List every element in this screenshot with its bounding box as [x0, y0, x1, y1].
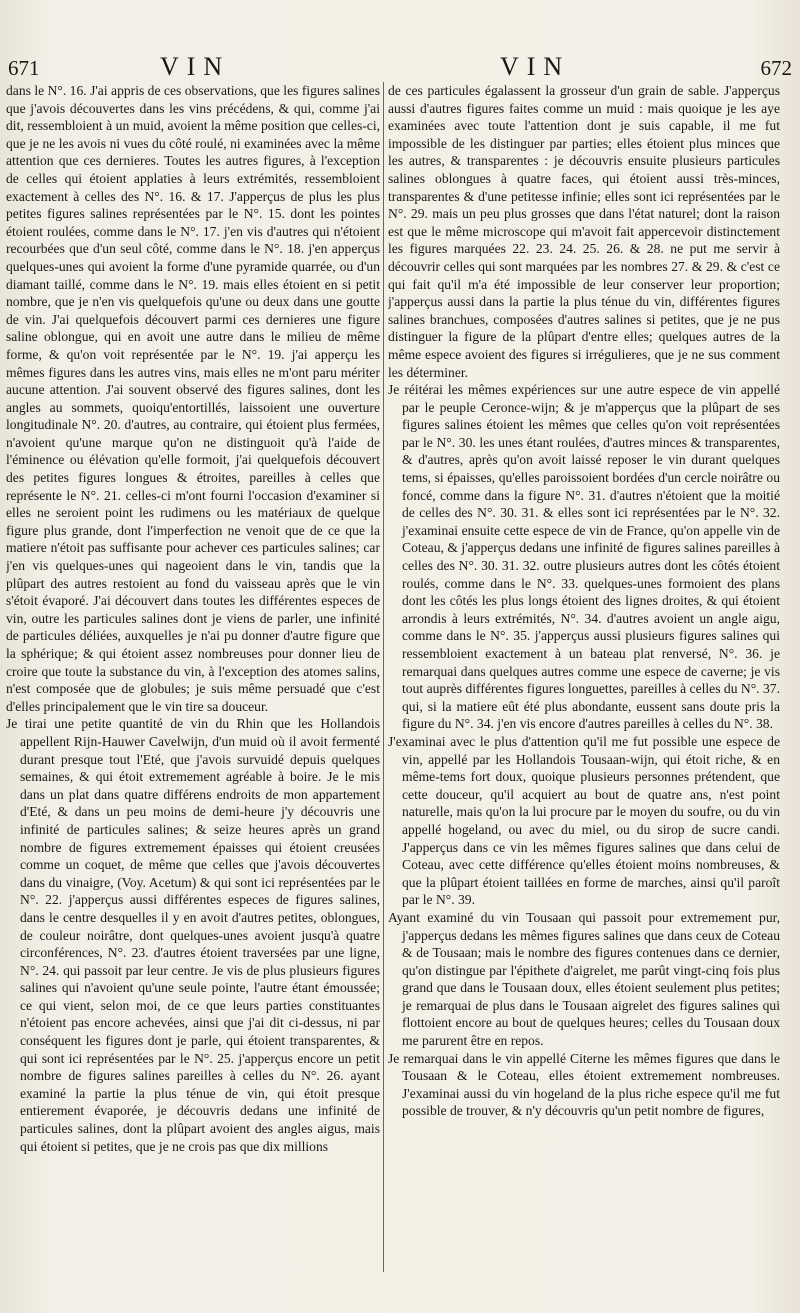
paragraph: Je remarquai dans le vin appellé Citerne les mêmes figures que dans le Tousaan & le Coteau, elles étoient extremement nombreuses. J'examinai aussi du vin hogeland de la plus riche espece qu'il me fut possible de trouver, & n'y découvris qu'un petit nombre de figures,: [388, 1050, 780, 1119]
paragraph: de ces particules égalassent la grosseur d'un grain de sable. J'apperçus aussi d'autres figures faites comme un muid : mais quoique je les aye examinées avec toute l'attention dont je suis capable, il me fut impossible de les distinguer par parties; elles étoient plus minces que les autres, & transparentes : je découvris ensuite plusieurs particules salines oblongues à quatre faces, qui étoient aussi très-minces, transparentes & d'une petitesse infinie; elles sont ici représentées par le N°. 29. mais un peu plus grosses que dans l'état naturel; dont la raison est que le même microscope qui m'avoit fait appercevoir distinctement les figures marquées 22. 23. 24. 25. 26. & 28. ne put me servir à découvrir celles qui sont marquées par les nombres 27. & 29. & c'est ce qui fait qu'il m'a été impossible de leur conserver leur proportion; j'apperçus aussi dans la partie la plus ténue du vin, différentes figures salines branchues, composées d'autres salines si petites, que je ne pus distinguer la figure de la plûpart d'entre elles; quelques autres de la même espece avoient des figures si irrégulieres, que je ne sus comment les déterminer.: [388, 83, 780, 380]
right-column: [388, 82, 780, 1294]
running-header: [0, 50, 800, 86]
right-page-number: 672: [760, 56, 792, 80]
paragraph: Je tirai une petite quantité de vin du Rhin que les Hollandois appellent Rijn-Hauwer Cavelwijn, d'un muid où il avoit fermenté durant presque tout l'Eté, que j'avois survuidé depuis quelques semaines, & qui étoit extremement agréable à boire. Je le mis dans un plat dans quatre différens endroits de mon appartement d'Eté, & dans un peu moins de demi-heure j'y découvris une infinité de particules salines; & seize heures après un grand nombre de figures extremement épaisses qui étoient creusées comme un coquet, de même que celles que j'avois découvertes dans du vinaigre, (Voy. Acetum) & qui sont ici représentées par le N°. 22. j'apperçus aussi différentes especes de figures salines, dans le centre desquelles il y en avoit d'autres petites, oblongues, de couleur noirâtre, dont quelques-unes avoient jusqu'à quatre circonférences, N°. 23. d'autres étoient traversées par une ligne, N°. 24. qui passoit par leur centre. Je vis de plus plusieurs figures salines qui n'avoient qu'une seule pointe, l'autre étant émoussée; ce qui vient, selon moi, de ce que leurs parties constituantes n'étoient pas encore achevées, ainsi que j'ai dit ci-dessus, ni par conséquent les figures dont je parle, qui étoient transparentes, & qui sont ici représentées par le N°. 25. j'apperçus encore un petit nombre de figures salines pareilles à celles du N°. 26. ayant examiné la partie la plus ténue de vin, qui étoit presque entierement évaporée, je découvris dedans une infinité de particules salines, dont la plûpart avoient des angles aigus, mais qui étoient si petites, que je ne crois pas que dix millions: [6, 716, 380, 1154]
right-running-head: VIN: [500, 52, 571, 81]
paragraph: dans le N°. 16. J'ai appris de ces observations, que les figures salines que j'avois découvertes dans les vins précédens, & qui, comme j'ai dit, ressembloient à un muid, avoient la même position que celles-ci, que je ne les avois ni vues du côté roulé, ni examinées avec la même attention que ces dernieres. Toutes les autres figures, à l'exception de celles qui étoient applaties à leurs extrémités, ressembloient exactement à celles des N°. 16. & 17. J'apperçus de plus les plus petites figures salines représentées par le N°. 15. dont les pointes étoient roulées, comme dans le N°. 17. j'en vis d'autres qui n'étoient recourbées que d'un seul côté, comme dans le N°. 18. j'en apperçus quelques-unes qui avoient la forme d'une pyramide quarrée, ou d'un diamant taillé, comme dans le N°. 19. mais elles étoient en si petit nombre, que je n'en vis quelquefois qu'une ou deux dans une goutte de vin. J'ai quelquefois découvert parmi ces dernieres une figure saline oblongue, qui en avoit une autre dans le milieu de même forme, & qu'on voit représentée par le N°. 19. j'ai apperçu les mêmes figures dans les autres vins, mais elles ne m'ont paru mériter aucune attention. J'ai souvent observé des figures salines, dont les angles au sommets, quoiqu'entortillés, laissoient une ouverture longitudinale N°. 20. d'autres, au contraire, qui étoient plus fermées, n'avoient qu'une marque qu'on ne distinguoit qu'à l'aide de l'éminence ou élévation qu'elle formoit, j'ai quelquefois découvert des petites figures longues & étroites, pareilles à celles que représente le N°. 21. celles-ci m'ont fourni l'occasion d'examiner si elles ne seroient point les rudimens ou les matériaux de quelque figure plus grande, dont l'imperfection ne venoit que de ce que la matiere n'étoit pas suffisante pour achever ces particules salines; car j'en vis quelques-unes qui nageoient dans le vin, tandis que la plûpart des autres restoient au fond du vaisseau après que le vin s'étoit évaporé. J'ai découvert dans toutes les différentes especes de vin, outre les particules salines dont je viens de parler, une infinité de particules déliées, auxquelles je n'ai pu donner d'autre figure que la sphérique; & qui étoient assez nombreuses pour donner lieu de croire que toute la substance du vin, à l'exception des atomes salins, n'est composée que de globules; je suis même persuadé que c'est d'elles principalement que le vin tire sa douceur.: [6, 83, 380, 714]
paragraph: Ayant examiné du vin Tousaan qui passoit pour extremement pur, j'apperçus dedans les mêmes figures salines que dans ceux de Coteau & de Tousaan; mais le nombre des figures contenues dans ce dernier, qu'on distingue par l'épithete d'aigrelet, me parût vingt-cinq fois plus grand que dans le Tousaan doux, elles étoient seulement plus petites; je remarquai de plus dans le Tousaan aigrelet des figures salines qui flottoient encore au bout de quelques heures; celles du Tousaan doux me parurent être en repos.: [388, 909, 780, 1049]
left-running-head: VIN: [160, 52, 231, 81]
left-page-number: 671: [8, 56, 40, 80]
paragraph: Je réitérai les mêmes expériences sur une autre espece de vin appellé par le peuple Ceronce-wijn; & je m'apperçus que la plûpart de ses figures salines étoient les mêmes que celles qu'on voit représentées par le N°. 30. les unes étant roulées, d'autres minces & transparentes, & d'autres, après qu'on avoit laissé reposer le vin durant quelques tems, si épaisses, qu'elles paroissoient bordées d'un cercle noirâtre ou foncé, comme dans la figure N°. 31. d'autres n'étoient que la moitié de celles des N°. 30. 31. & elles sont ici représentées par le N°. 32. j'examinai ensuite cette espece de vin de France, qu'on appelle vin de Coteau, & j'apperçus dedans une infinité de figures salines pareilles à celles des N°. 30. 31. 32. outre plusieurs autres dont les côtés étoient roulés, comme dans le N°. 33. quelques-unes formoient des plans dont les côtés les plus longs étoient des lignes droites, & qui étoient arrondis à leurs extrémités, N°. 34. d'autres avoient un angle aigu, comme dans le N°. 35. j'apperçus aussi plusieurs figures salines qui ressembloient exactement à un bateau plat renversé, N°. 36. je remarquai dans quelques autres comme une espece de caverne; je vis tout auprès différentes figures longuettes, pareilles à celles du N°. 37. qui, si la matiere eût été plus abondante, eussent sans doute pris la figure du N°. 34. j'en vis encore d'autres pareilles à celles du N°. 38.: [388, 382, 780, 732]
column-divider: [383, 82, 384, 1272]
left-column: [6, 82, 380, 1294]
paragraph: J'examinai avec le plus d'attention qu'il me fut possible une espece de vin, appellé par les Hollandois Tousaan-wijn, qui étoit riche, & en même-tems fort doux, quoique plusieurs personnes prétendent, que cette douceur, qu'il acquiert au bout de quatre ans, n'est point naturelle, mais qu'on la lui procure par le moyen du soufre, ou du vin appellé hogeland, ou avec du miel, ou du sirop de sucre candi. J'apperçus dans ce vin les mêmes figures salines que dans celui de Coteau, avec cette différence qu'elles étoient moins nombreuses, & que la plûpart étoient taillées en forme de marches, ainsi qu'il paroît par le N°. 39.: [388, 733, 780, 908]
